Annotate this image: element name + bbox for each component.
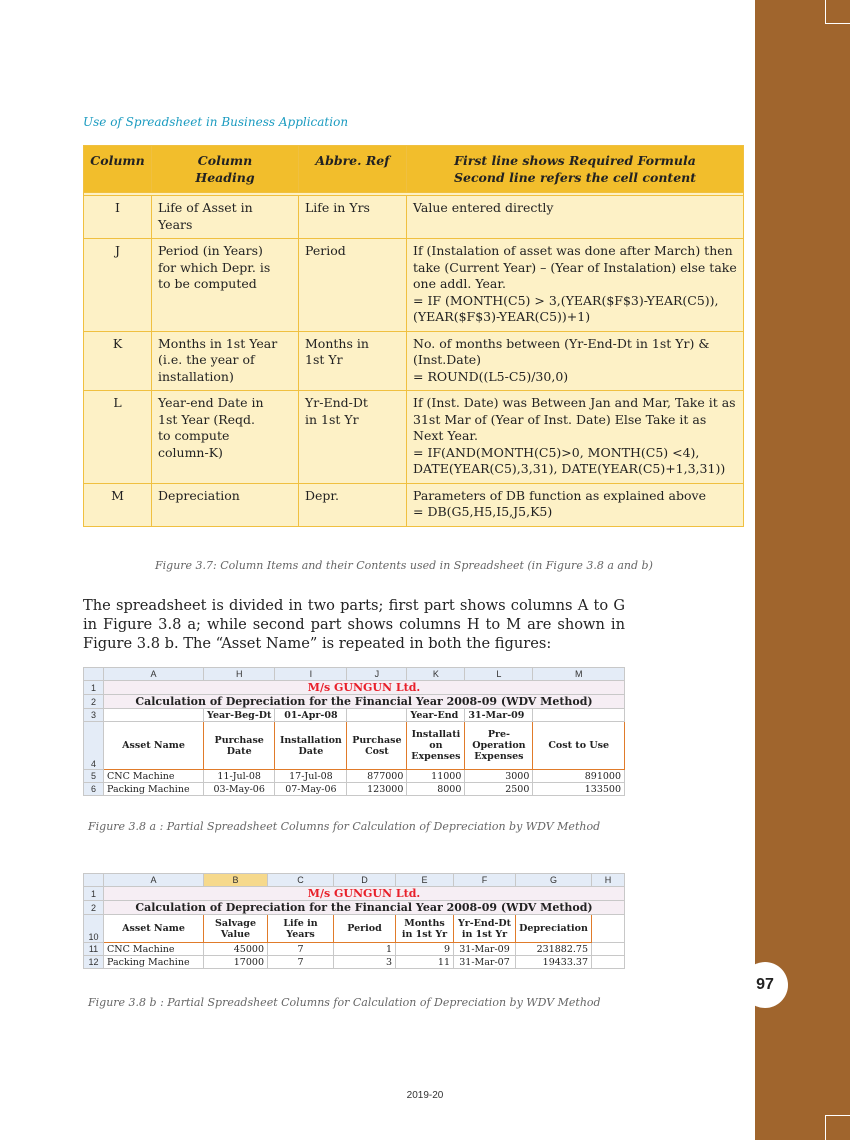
table-row: 11 CNC Machine 45000 7 1 9 31-Mar-09 231882.75 [84,943,625,956]
body-paragraph: The spreadsheet is divided in two parts; first part shows columns A to G in Figure 3.8 a; while second part shows columns H to M are shown in Figure 3.8 b. The “Asset Name” is repeated in both the figures: [83,597,625,652]
cell-column: K [84,331,152,391]
table-row: 12 Packing Machine 17000 7 3 11 31-Mar-07 19433.37 [84,956,625,969]
figure-3-8-b-caption: Figure 3.8 b : Partial Spreadsheet Columns for Calculation of Depreciation by WDV Method [88,996,601,1009]
cell-heading: Life of Asset in Years [152,196,299,239]
cell-formula: No. of months between (Yr-End-Dt in 1st Yr) & (Inst.Date) = ROUND((L5-C5)/30,0) [407,331,744,391]
cell-column: J [84,239,152,332]
table-row: 5 CNC Machine 11-Jul-08 17-Jul-08 877000 11000 3000 891000 [84,770,625,783]
sheet-company-title: M/s GUNGUN Ltd. [104,887,625,901]
page-number: 97 [742,962,788,1008]
cell-heading: Depreciation [152,483,299,526]
column-letter-row: A B C D E F G H [84,874,625,887]
cell-column: L [84,391,152,484]
hdr-asset-name: Asset Name [104,915,204,943]
hdr-salvage-value: Salvage Value [204,915,268,943]
column-reference-table [83,145,744,527]
figure-3-7-caption: Figure 3.7: Column Items and their Contents used in Spreadsheet (in Figure 3.8 a and b) [155,559,653,572]
hdr-pre-operation-expenses: Pre-Operation Expenses [465,722,533,770]
cell-abbr: Period [299,239,407,332]
hdr-installation-date: Installation Date [275,722,347,770]
header-column-heading: Column Heading [152,146,299,193]
cell-abbr: Depr. [299,483,407,526]
hdr-months-1st-yr: Months in 1st Yr [396,915,454,943]
sheet-company-title: M/s GUNGUN Ltd. [104,681,625,695]
select-all-corner [84,874,104,887]
table-header-row [84,146,744,193]
table-row [84,391,744,484]
cell-formula: If (Instalation of asset was done after March) then take (Current Year) – (Year of Instalation) else take one addl. Year. = IF (MONTH(C5) > 3,(YEAR($F$3)-YEAR(C5)),(YEAR($F$3)-YEAR(C5))+1) [407,239,744,332]
crop-mark-top [825,0,850,24]
cell-abbr: Yr-End-Dt in 1st Yr [299,391,407,484]
hdr-asset-name: Asset Name [104,722,204,770]
year-beg-label: Year-Beg-Dt [204,709,275,722]
table-row [84,483,744,526]
cell-heading: Year-end Date in 1st Year (Reqd. to compute column-K) [152,391,299,484]
hdr-yr-end-dt: Yr-End-Dt in 1st Yr [454,915,516,943]
hdr-purchase-date: Purchase Date [204,722,275,770]
hdr-period: Period [334,915,396,943]
header-column: Column [84,146,152,193]
select-all-corner [84,668,104,681]
hdr-installation-expenses: Installati on Expenses [407,722,465,770]
hdr-depreciation: Depreciation [516,915,592,943]
table-row [84,196,744,239]
sheet-title: Calculation of Depreciation for the Financial Year 2008-09 (WDV Method) [104,695,625,709]
year-end-date: 31-Mar-09 [465,709,533,722]
header-abbre-ref: Abbre. Ref [299,146,407,193]
crop-mark-bottom [825,1115,850,1140]
column-letter-row: A H I J K L M [84,668,625,681]
cell-formula: Parameters of DB function as explained above = DB(G5,H5,I5,J5,K5) [407,483,744,526]
table-row: 6 Packing Machine 03-May-06 07-May-06 123000 8000 2500 133500 [84,783,625,796]
hdr-cost-to-use: Cost to Use [533,722,625,770]
cell-formula: If (Inst. Date) was Between Jan and Mar, Take it as 31st Mar of (Year of Inst. Date) Else Take it as Next Year. = IF(AND(MONTH(C5)>0, MONTH(C5) <4), DATE(YEAR(C5),3,31), DATE(YEAR(C5)+1,3,31)) [407,391,744,484]
year-end-label: Year-End [407,709,465,722]
table-row [84,331,744,391]
cell-column: I [84,196,152,239]
cell-column: M [84,483,152,526]
year-beg-date: 01-Apr-08 [275,709,347,722]
header-formula: First line shows Required Formula Second line refers the cell content [407,146,744,193]
cell-heading: Period (in Years) for which Depr. is to be computed [152,239,299,332]
cell-abbr: Life in Yrs [299,196,407,239]
cell-formula: Value entered directly [407,196,744,239]
footer-year: 2019-20 [406,1090,444,1101]
cell-abbr: Months in 1st Yr [299,331,407,391]
sheet-title: Calculation of Depreciation for the Financial Year 2008-09 (WDV Method) [104,901,625,915]
hdr-purchase-cost: Purchase Cost [347,722,407,770]
table-row [84,239,744,332]
spreadsheet-figure-3-8-b: A B C D E F G H 1 M/s GUNGUN Ltd. 2 Calculation of Depreciation for the Financial Year 2008-09 (WDV Method) 10 Asset Name Salvage Value Life in Years Period Months in 1st Yr Yr-End-Dt in 1st Yr Depreciation 11 CNC Machine 45000 7 1 9 31-Mar-09 231882.75 12 Packing Machine 17000 7 3 11 31-Mar-07 19433.37 [83,873,625,969]
hdr-life-in-years: Life in Years [268,915,334,943]
figure-3-8-a-caption: Figure 3.8 a : Partial Spreadsheet Columns for Calculation of Depreciation by WDV Method [88,820,601,833]
spreadsheet-figure-3-8-a: A H I J K L M 1 M/s GUNGUN Ltd. 2 Calculation of Depreciation for the Financial Year 2008-09 (WDV Method) 3 Year-Beg-Dt 01-Apr-08 Year-End 31-Mar-09 4 Asset Name Purchase Date Installation Date Purchase Cost Installati on Expenses Pre-Operation Expenses Cost to Use 5 CNC Machine 11-Jul-08 17-Jul-08 877000 11000 3000 891000 6 Packing Machine 03-May-06 07-May-06 123000 8000 2500 133500 [83,667,625,796]
cell-heading: Months in 1st Year (i.e. the year of installation) [152,331,299,391]
running-head: Use of Spreadsheet in Business Application [83,115,349,129]
